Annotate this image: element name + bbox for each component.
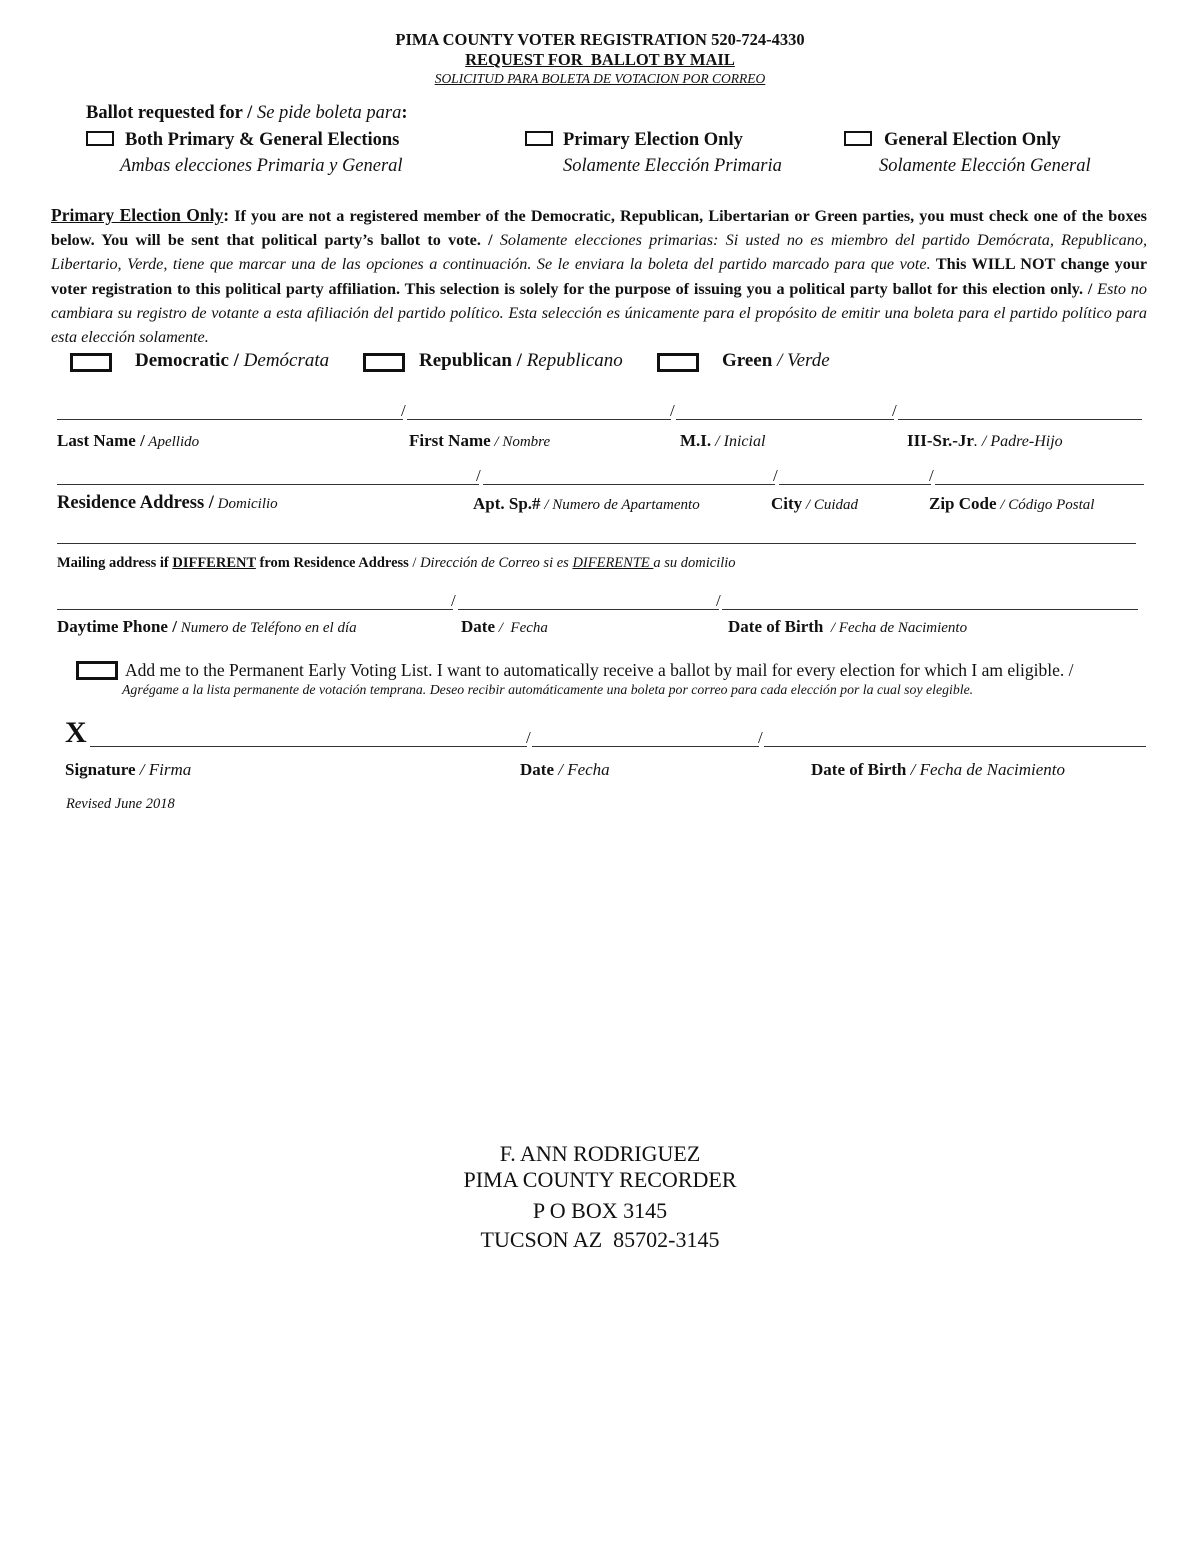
signature-date-label: [520, 760, 610, 780]
general-only-sub: Solamente Elección General: [879, 156, 1091, 176]
republican-label-en: Republican /: [419, 350, 522, 371]
suffix-label-es: . / Padre-Hijo: [973, 433, 1063, 450]
separator-slash: /: [451, 591, 456, 610]
last-name-label: [57, 431, 199, 451]
apt-input[interactable]: [483, 463, 775, 485]
primary-notice-colon: :: [223, 205, 230, 225]
both-elections-checkbox[interactable]: [86, 131, 114, 146]
last-name-input[interactable]: [57, 398, 403, 420]
phone-label-en: Daytime Phone /: [57, 617, 177, 636]
dob-input[interactable]: [722, 588, 1138, 610]
phone-input[interactable]: [57, 588, 453, 610]
signature-date-label-en: Date: [520, 760, 554, 779]
separator-slash: /: [716, 591, 721, 610]
general-only-label: General Election Only: [884, 130, 1061, 150]
pevl-checkbox[interactable]: [76, 661, 118, 680]
signature-x: X: [65, 716, 87, 749]
signature-input[interactable]: [90, 725, 527, 747]
primary-notice-bold-2: This WILL NOT change your voter registration to this political party affiliation. This selection is solely for the purpose of issuing you a political party ballot for this election only. /: [51, 255, 1148, 298]
mi-label: [680, 431, 765, 451]
green-label-en: Green: [722, 350, 773, 371]
primary-only-sub: Solamente Elección Primaria: [563, 156, 782, 176]
apt-label: [473, 494, 700, 514]
recorder-city: TUCSON AZ 85702-3145: [480, 1227, 720, 1252]
democratic-checkbox[interactable]: [70, 353, 112, 372]
signature-dob-label-es: / Fecha de Nacimiento: [906, 760, 1065, 779]
mailing-label-en-2: from Residence Address: [255, 555, 409, 571]
democratic-label-en: Democratic /: [135, 350, 239, 371]
city-label: [771, 494, 858, 514]
separator-slash: /: [401, 401, 406, 420]
signature-dob-label: [811, 760, 1065, 780]
signature-date-label-es: / Fecha: [553, 760, 610, 779]
signature-date-input[interactable]: [532, 725, 759, 747]
first-name-label-es: / Nombre: [490, 434, 551, 450]
mi-input[interactable]: [676, 398, 894, 420]
ballot-request-label-en: Ballot requested for /: [86, 103, 253, 123]
democratic-label: [135, 350, 329, 372]
pevl-text: Add me to the Permanent Early Voting List. I want to automatically receive a ballot by mail for every election for which I am eligible. /: [125, 660, 1074, 680]
both-elections-sub: Ambas elecciones Primaria y General: [120, 156, 403, 176]
recorder-po-box: P O BOX 3145: [532, 1198, 668, 1223]
zip-label-es: / Código Postal: [996, 497, 1095, 513]
dob-label-en: Date of Birth: [728, 617, 824, 636]
suffix-label-en: III-Sr.-Jr: [907, 431, 974, 450]
residence-label-es: Domicilio: [213, 496, 278, 512]
city-label-es: / Cuidad: [802, 497, 859, 513]
city-input[interactable]: [779, 463, 931, 485]
separator-slash: /: [773, 466, 778, 485]
signature-label: [65, 760, 191, 780]
primary-notice: [51, 203, 1147, 349]
separator-slash: /: [476, 466, 481, 485]
mailing-label-sep: /: [408, 555, 421, 571]
mailing-input[interactable]: [57, 522, 1136, 544]
ballot-request-label: [86, 103, 408, 124]
separator-slash: /: [670, 401, 675, 420]
mi-label-es: / Inicial: [711, 433, 766, 450]
primary-notice-italic-2: Esto no cambiara su registro de votante a esta afiliación del partido político. Esta selección es únicamente para el propósito de emitir una boleta para el partido político para esta elección solamente.: [51, 279, 1147, 347]
ballot-request-colon: :: [401, 103, 408, 123]
mailing-label: [57, 555, 736, 572]
green-label: [722, 350, 830, 372]
green-checkbox[interactable]: [657, 353, 699, 372]
zip-input[interactable]: [935, 463, 1144, 485]
recorder-name: F. ANN RODRIGUEZ: [499, 1141, 701, 1166]
recorder-office: PIMA COUNTY RECORDER: [463, 1167, 737, 1192]
signature-label-es: / Firma: [135, 760, 192, 779]
first-name-label: [409, 431, 550, 451]
democratic-label-es: Demócrata: [238, 350, 330, 371]
dob-label-es: / Fecha de Nacimiento: [823, 620, 968, 636]
phone-label-es: Numero de Teléfono en el día: [176, 620, 357, 636]
republican-label: [419, 350, 623, 372]
date-label-en: Date: [461, 617, 495, 636]
city-label-en: City: [771, 494, 803, 513]
last-name-label-es: Apellido: [144, 434, 200, 450]
suffix-input[interactable]: [898, 398, 1142, 420]
ballot-request-label-es: Se pide boleta para: [256, 103, 402, 123]
separator-slash: /: [758, 728, 763, 747]
suffix-label: [907, 431, 1063, 451]
primary-notice-bold-1: If you are not a registered member of the Democratic, Republican, Libertarian or Green parties, you must check one of the boxes below. You will be sent that political party’s ballot to vote. /: [51, 207, 1147, 250]
pevl-text-es: Agrégame a la lista permanente de votación temprana. Deseo recibir automáticamente una boleta por correo para cada elección por la cual soy elegible.: [122, 682, 974, 697]
first-name-input[interactable]: [407, 398, 671, 420]
phone-label: [57, 617, 357, 637]
both-elections-label: Both Primary & General Elections: [125, 130, 400, 150]
date-label: [461, 617, 548, 637]
apt-label-en: Apt. Sp.#: [473, 494, 541, 513]
residence-label-en: Residence Address /: [57, 493, 214, 513]
mi-label-en: M.I.: [680, 431, 712, 450]
zip-label: [929, 494, 1094, 514]
separator-slash: /: [929, 466, 934, 485]
form-title: REQUEST FOR BALLOT BY MAIL: [465, 50, 735, 69]
signature-dob-label-en: Date of Birth: [811, 760, 907, 779]
residence-input[interactable]: [57, 463, 479, 485]
date-label-es: / Fecha: [494, 620, 548, 636]
date-input[interactable]: [458, 588, 719, 610]
signature-label-en: Signature: [65, 760, 136, 779]
last-name-label-en: Last Name /: [57, 431, 145, 450]
primary-only-checkbox[interactable]: [525, 131, 553, 146]
republican-checkbox[interactable]: [363, 353, 405, 372]
zip-label-en: Zip Code: [929, 494, 997, 513]
primary-only-label: Primary Election Only: [563, 130, 743, 150]
mailing-label-es-1: Dirección de Correo si es: [420, 555, 573, 571]
residence-label: [57, 493, 278, 514]
form-subtitle: SOLICITUD PARA BOLETA DE VOTACION POR CORREO: [434, 71, 766, 86]
revised-date: Revised June 2018: [66, 796, 175, 812]
primary-notice-italic-1: Solamente elecciones primarias: Si usted no es miembro del partido Demócrata, Republicano, Libertario, Verde, tiene que marcar una de las opciones a continuación. Se le enviara la boleta del partido marcado para que vote.: [51, 231, 1147, 274]
general-only-checkbox[interactable]: [844, 131, 872, 146]
mailing-label-en-1: Mailing address if: [57, 555, 173, 571]
republican-label-es: Republicano: [521, 350, 623, 371]
apt-label-es: / Numero de Apartamento: [540, 497, 700, 513]
first-name-label-en: First Name: [409, 431, 491, 450]
separator-slash: /: [526, 728, 531, 747]
mailing-label-es-diferente: DIFERENTE: [572, 555, 654, 571]
dob-label: [728, 617, 967, 637]
primary-notice-heading: Primary Election Only: [51, 205, 224, 225]
form-agency: PIMA COUNTY VOTER REGISTRATION 520-724-4330: [395, 30, 805, 49]
green-label-es: / Verde: [772, 350, 830, 371]
separator-slash: /: [892, 401, 897, 420]
signature-dob-input[interactable]: [764, 725, 1146, 747]
mailing-label-es-2: a su domicilio: [653, 555, 736, 571]
mailing-label-en-different: DIFFERENT: [172, 555, 256, 571]
